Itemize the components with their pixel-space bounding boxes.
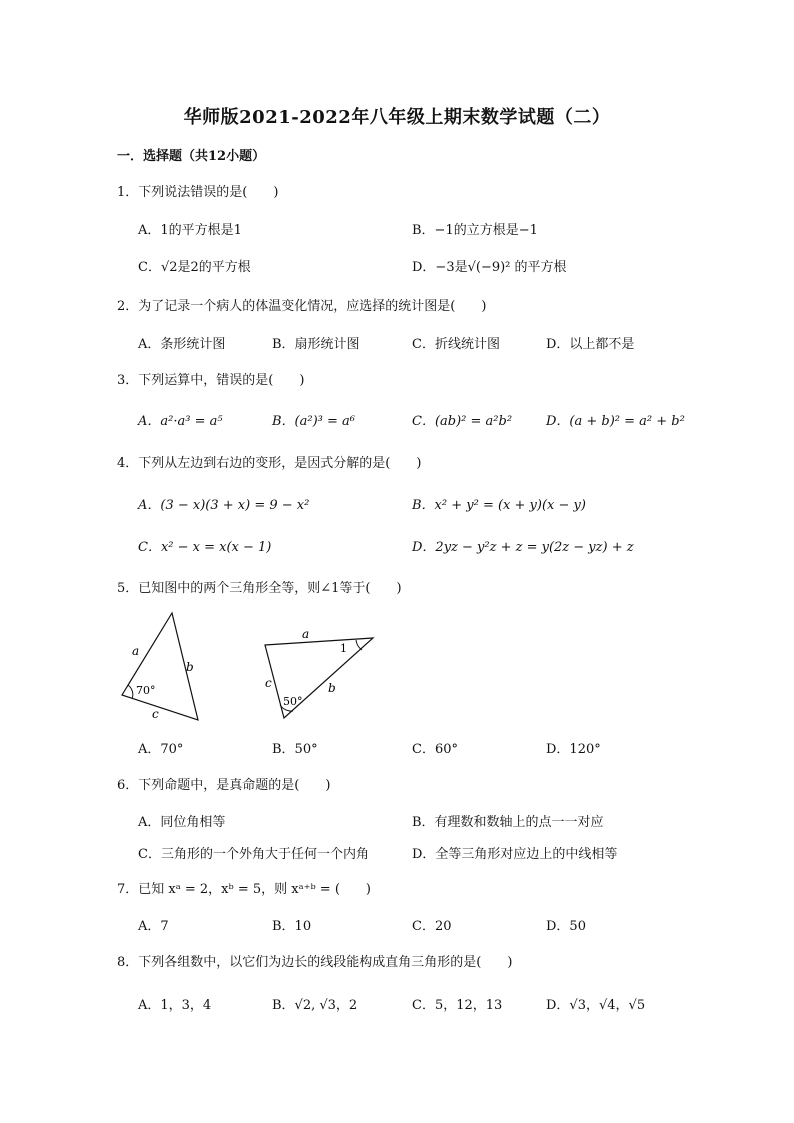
q2-option-c: C．折线统计图 [412,337,500,352]
q7-option-b: B．10 [272,919,312,934]
question-6-stem: 6．下列命题中，是真命题的是( ) [117,778,331,793]
q1-option-b: B．−1的立方根是−1 [412,223,538,238]
question-7-stem: 7．已知 xᵃ = 2，xᵇ = 5，则 xᵃ⁺ᵇ = ( ) [117,882,371,897]
question-5-stem: 5．已知图中的两个三角形全等，则∠1等于( ) [117,581,402,596]
q1-option-a: A．1的平方根是1 [138,223,242,238]
question-4-stem: 4．下列从左边到右边的变形，是因式分解的是( ) [117,456,422,471]
q8-option-b: B．√2, √3，2 [272,998,358,1013]
q7-option-d: D．50 [546,919,586,934]
q3-option-c: C．(ab)² = a²b² [412,414,513,429]
q6-option-b: B．有理数和数轴上的点一一对应 [412,815,604,830]
q4-option-a: A．(3 − x)(3 + x) = 9 − x² [138,498,310,513]
q6-option-c: C．三角形的一个外角大于任何一个内角 [138,847,369,862]
left-side-c-label: c [152,707,159,721]
q1-option-c: C．√2是2的平方根 [138,260,251,275]
q8-option-d: D．√3，√4，√5 [546,998,646,1013]
page-title: 华师版2021-2022年八年级上期末数学试题（二） [183,107,611,128]
left-side-b-label: b [186,660,194,674]
q5-option-b: B．50° [272,742,318,757]
right-side-b-label: b [328,681,336,695]
question-1-stem: 1．下列说法错误的是( ) [117,185,279,200]
congruent-triangles-figure [110,605,400,730]
q2-option-a: A．条形统计图 [138,337,226,352]
q4-option-b: B．x² + y² = (x + y)(x − y) [412,498,586,513]
q8-option-c: C．5，12，13 [412,998,503,1013]
q4-option-d: D．2yz − y²z + z = y(2z − yz) + z [412,540,634,555]
q6-option-a: A．同位角相等 [138,815,226,830]
right-side-c-label: c [265,676,272,690]
q8-option-a: A．1，3，4 [138,998,212,1013]
q1-option-d: D．−3是√(−9)² 的平方根 [412,260,567,275]
q5-option-d: D．120° [546,742,601,757]
left-side-a-label: a [132,644,140,658]
right-side-a-label: a [302,627,310,641]
right-angle-50-label: 50° [283,695,303,708]
question-2-stem: 2．为了记录一个病人的体温变化情况，应选择的统计图是( ) [117,299,487,314]
section-heading: 一．选择题（共12小题） [117,149,266,164]
right-angle-1-label: 1 [340,642,347,655]
q5-option-a: A．70° [138,742,184,757]
q3-option-a: A．a²·a³ = a⁵ [138,414,223,429]
question-3-stem: 3．下列运算中，错误的是( ) [117,373,305,388]
q3-option-b: B．(a²)³ = a⁶ [272,414,355,429]
q7-option-a: A．7 [138,919,169,934]
q7-option-c: C．20 [412,919,452,934]
left-angle-label: 70° [136,684,156,697]
question-8-stem: 8．下列各组数中，以它们为边长的线段能构成直角三角形的是( ) [117,955,513,970]
q2-option-b: B．扇形统计图 [272,337,360,352]
q6-option-d: D．全等三角形对应边上的中线相等 [412,847,618,862]
q2-option-d: D．以上都不是 [546,337,635,352]
q3-option-d: D．(a + b)² = a² + b² [546,414,685,429]
q5-option-c: C．60° [412,742,458,757]
q4-option-c: C．x² − x = x(x − 1) [138,540,272,555]
